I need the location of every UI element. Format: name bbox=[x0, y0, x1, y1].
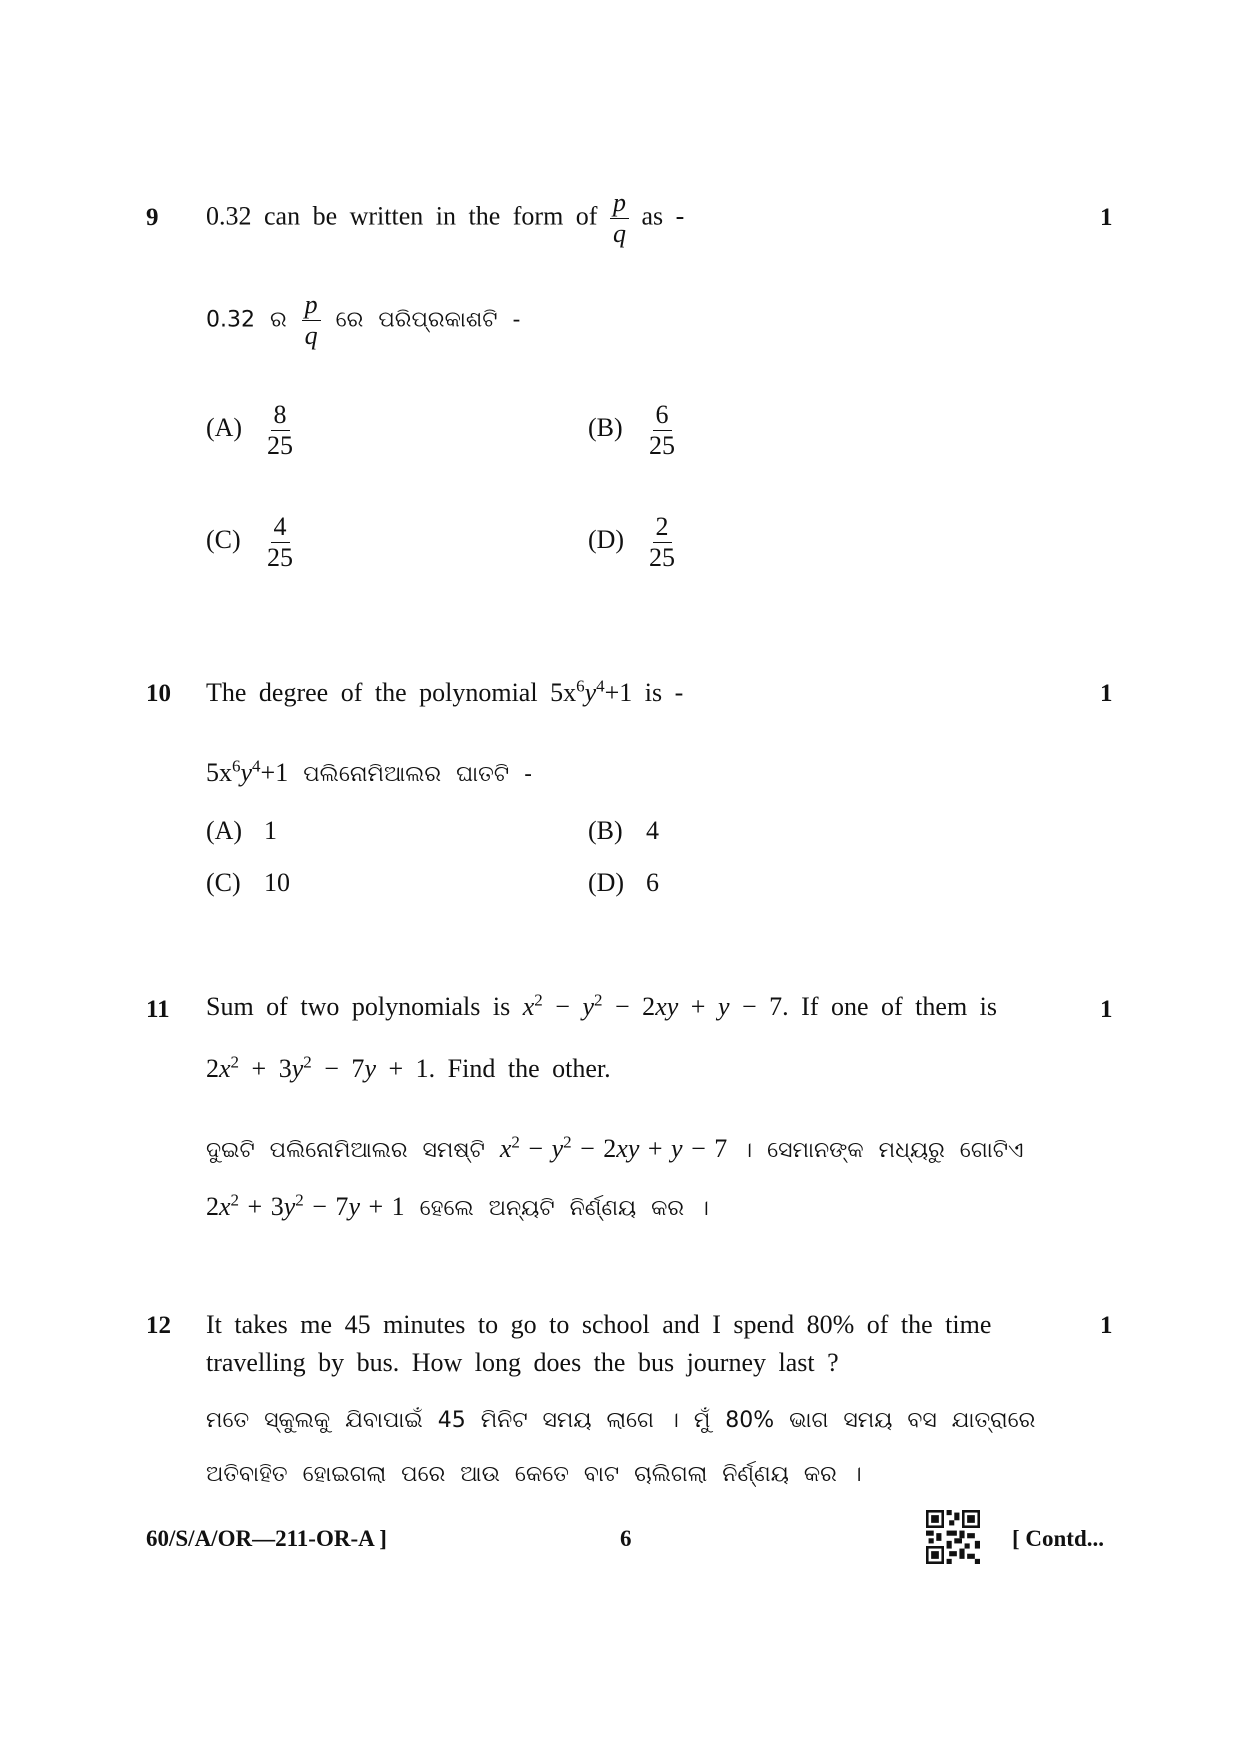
question-10-marks: 1 bbox=[1100, 680, 1113, 707]
question-11-marks: 1 bbox=[1100, 996, 1113, 1023]
option-label: (D) bbox=[588, 525, 625, 555]
q10-text-pre: The degree of the polynomial bbox=[206, 678, 538, 707]
option-fraction: $\frac{6}{25}$ bbox=[649, 400, 675, 460]
q9-odia-fraction-pq: $\frac{p}{q}$ bbox=[302, 290, 321, 351]
q11-text-mid: . If one of them is bbox=[782, 992, 998, 1021]
question-10-text bbox=[206, 678, 683, 708]
option-fraction: $\frac{4}{25}$ bbox=[267, 512, 293, 572]
q11-polynomial-one: $2x^2 + 3y^2 - 7y + 1$ bbox=[206, 1052, 429, 1083]
q10-option-a bbox=[206, 816, 277, 846]
question-9-text bbox=[206, 188, 684, 249]
q10-option-b bbox=[588, 816, 659, 846]
q9-text-post: as - bbox=[641, 201, 685, 231]
option-fraction: $\frac{8}{25}$ bbox=[267, 400, 293, 460]
question-12-odia-line1: ମତେ ସ୍କୁଲକୁ ଯିବାପାଇଁ 45 ମିନିଟ ସମୟ ଲାଗେ । ମୁଁ 80% ଭାଗ ସମୟ ବସ ଯାତ୍ରାରେ bbox=[206, 1408, 1036, 1433]
q9-option-d bbox=[588, 512, 678, 573]
q10-text-post: is - bbox=[644, 678, 684, 707]
option-value: 10 bbox=[264, 868, 290, 897]
option-label: (C) bbox=[206, 868, 241, 897]
question-12-odia-line2: ଅତିବାହିତ ହୋଇଗଲା ପରେ ଆଉ କେତେ ବାଟ ଚାଲିଗଲା ନିର୍ଣ୍ଣୟ କର । bbox=[206, 1462, 862, 1487]
question-11-text bbox=[206, 992, 997, 1022]
q10-odia-polynomial: $5x^6y^4+1$ bbox=[206, 756, 289, 787]
q9-text-pre: 0.32 can be written in the form of bbox=[206, 201, 598, 231]
q11-line2-post: . Find the other. bbox=[428, 1054, 611, 1083]
question-11-odia-line1 bbox=[206, 1134, 1023, 1164]
question-number-10: 10 bbox=[146, 680, 171, 707]
question-9-odia bbox=[206, 290, 520, 351]
q9-fraction-pq: $\frac{p}{q}$ bbox=[610, 188, 629, 249]
option-value: 4 bbox=[646, 816, 659, 845]
q10-option-c bbox=[206, 868, 290, 898]
question-number-11: 11 bbox=[146, 996, 170, 1023]
q9-option-c bbox=[206, 512, 296, 573]
paper-code: 60/S/A/OR—211-OR-A ] bbox=[146, 1526, 387, 1551]
question-12-line2: travelling by bus. How long does the bus journey last ? bbox=[206, 1348, 839, 1377]
q11-odia-polynomial-sum: $x^2 - y^2 - 2xy + y - 7$ bbox=[499, 1132, 728, 1163]
q11-polynomial-sum: $x^2 - y^2 - 2xy + y - 7$ bbox=[522, 990, 783, 1021]
continued-label: [ Contd... bbox=[1012, 1526, 1105, 1551]
question-number-9: 9 bbox=[146, 204, 159, 231]
q9-odia-pre: 0.32 ର bbox=[206, 307, 287, 333]
option-fraction: $\frac{2}{25}$ bbox=[649, 512, 675, 572]
qr-code-icon bbox=[926, 1510, 980, 1564]
option-label: (C) bbox=[206, 525, 241, 555]
option-label: (A) bbox=[206, 816, 243, 845]
question-10-odia bbox=[206, 758, 532, 788]
option-value: 6 bbox=[646, 868, 659, 897]
question-11-line2 bbox=[206, 1054, 611, 1084]
q11-odia2-post: ହେଲେ ଅନ୍ୟଟି ନିର୍ଣ୍ଣୟ କର । bbox=[419, 1196, 709, 1221]
option-value: 1 bbox=[264, 816, 277, 845]
q10-polynomial: $5x^6y^4+1$ bbox=[550, 676, 633, 707]
q11-odia-polynomial-one: $2x^2 + 3y^2 - 7y + 1$ bbox=[206, 1190, 405, 1221]
option-label: (B) bbox=[588, 413, 623, 443]
q10-option-d bbox=[588, 868, 659, 898]
option-label: (D) bbox=[588, 868, 625, 897]
q9-odia-post: ରେ ପରିପ୍ରକାଶଟି - bbox=[335, 307, 521, 333]
q10-odia-post: ପଲିନୋମିଆଲର ଘାତଟି - bbox=[303, 762, 533, 787]
q9-option-b bbox=[588, 400, 678, 461]
q11-odia1-post: । ସେମାନଙ୍କ ମଧ୍ୟରୁ ଗୋଟିଏ bbox=[742, 1138, 1024, 1163]
question-12-line1: It takes me 45 minutes to go to school and I spend 80% of the time bbox=[206, 1310, 992, 1339]
q11-text-pre: Sum of two polynomials is bbox=[206, 992, 511, 1021]
question-9-marks: 1 bbox=[1100, 204, 1113, 231]
q11-odia1-pre: ଦୁଇଟି ପଲିନୋମିଆଲର ସମଷ୍ଟି bbox=[206, 1138, 485, 1163]
question-number-12: 12 bbox=[146, 1312, 171, 1339]
question-11-odia-line2 bbox=[206, 1192, 709, 1222]
option-label: (B) bbox=[588, 816, 623, 845]
q9-option-a bbox=[206, 400, 296, 461]
page-number: 6 bbox=[620, 1526, 632, 1551]
option-label: (A) bbox=[206, 413, 243, 443]
question-12-marks: 1 bbox=[1100, 1312, 1113, 1339]
